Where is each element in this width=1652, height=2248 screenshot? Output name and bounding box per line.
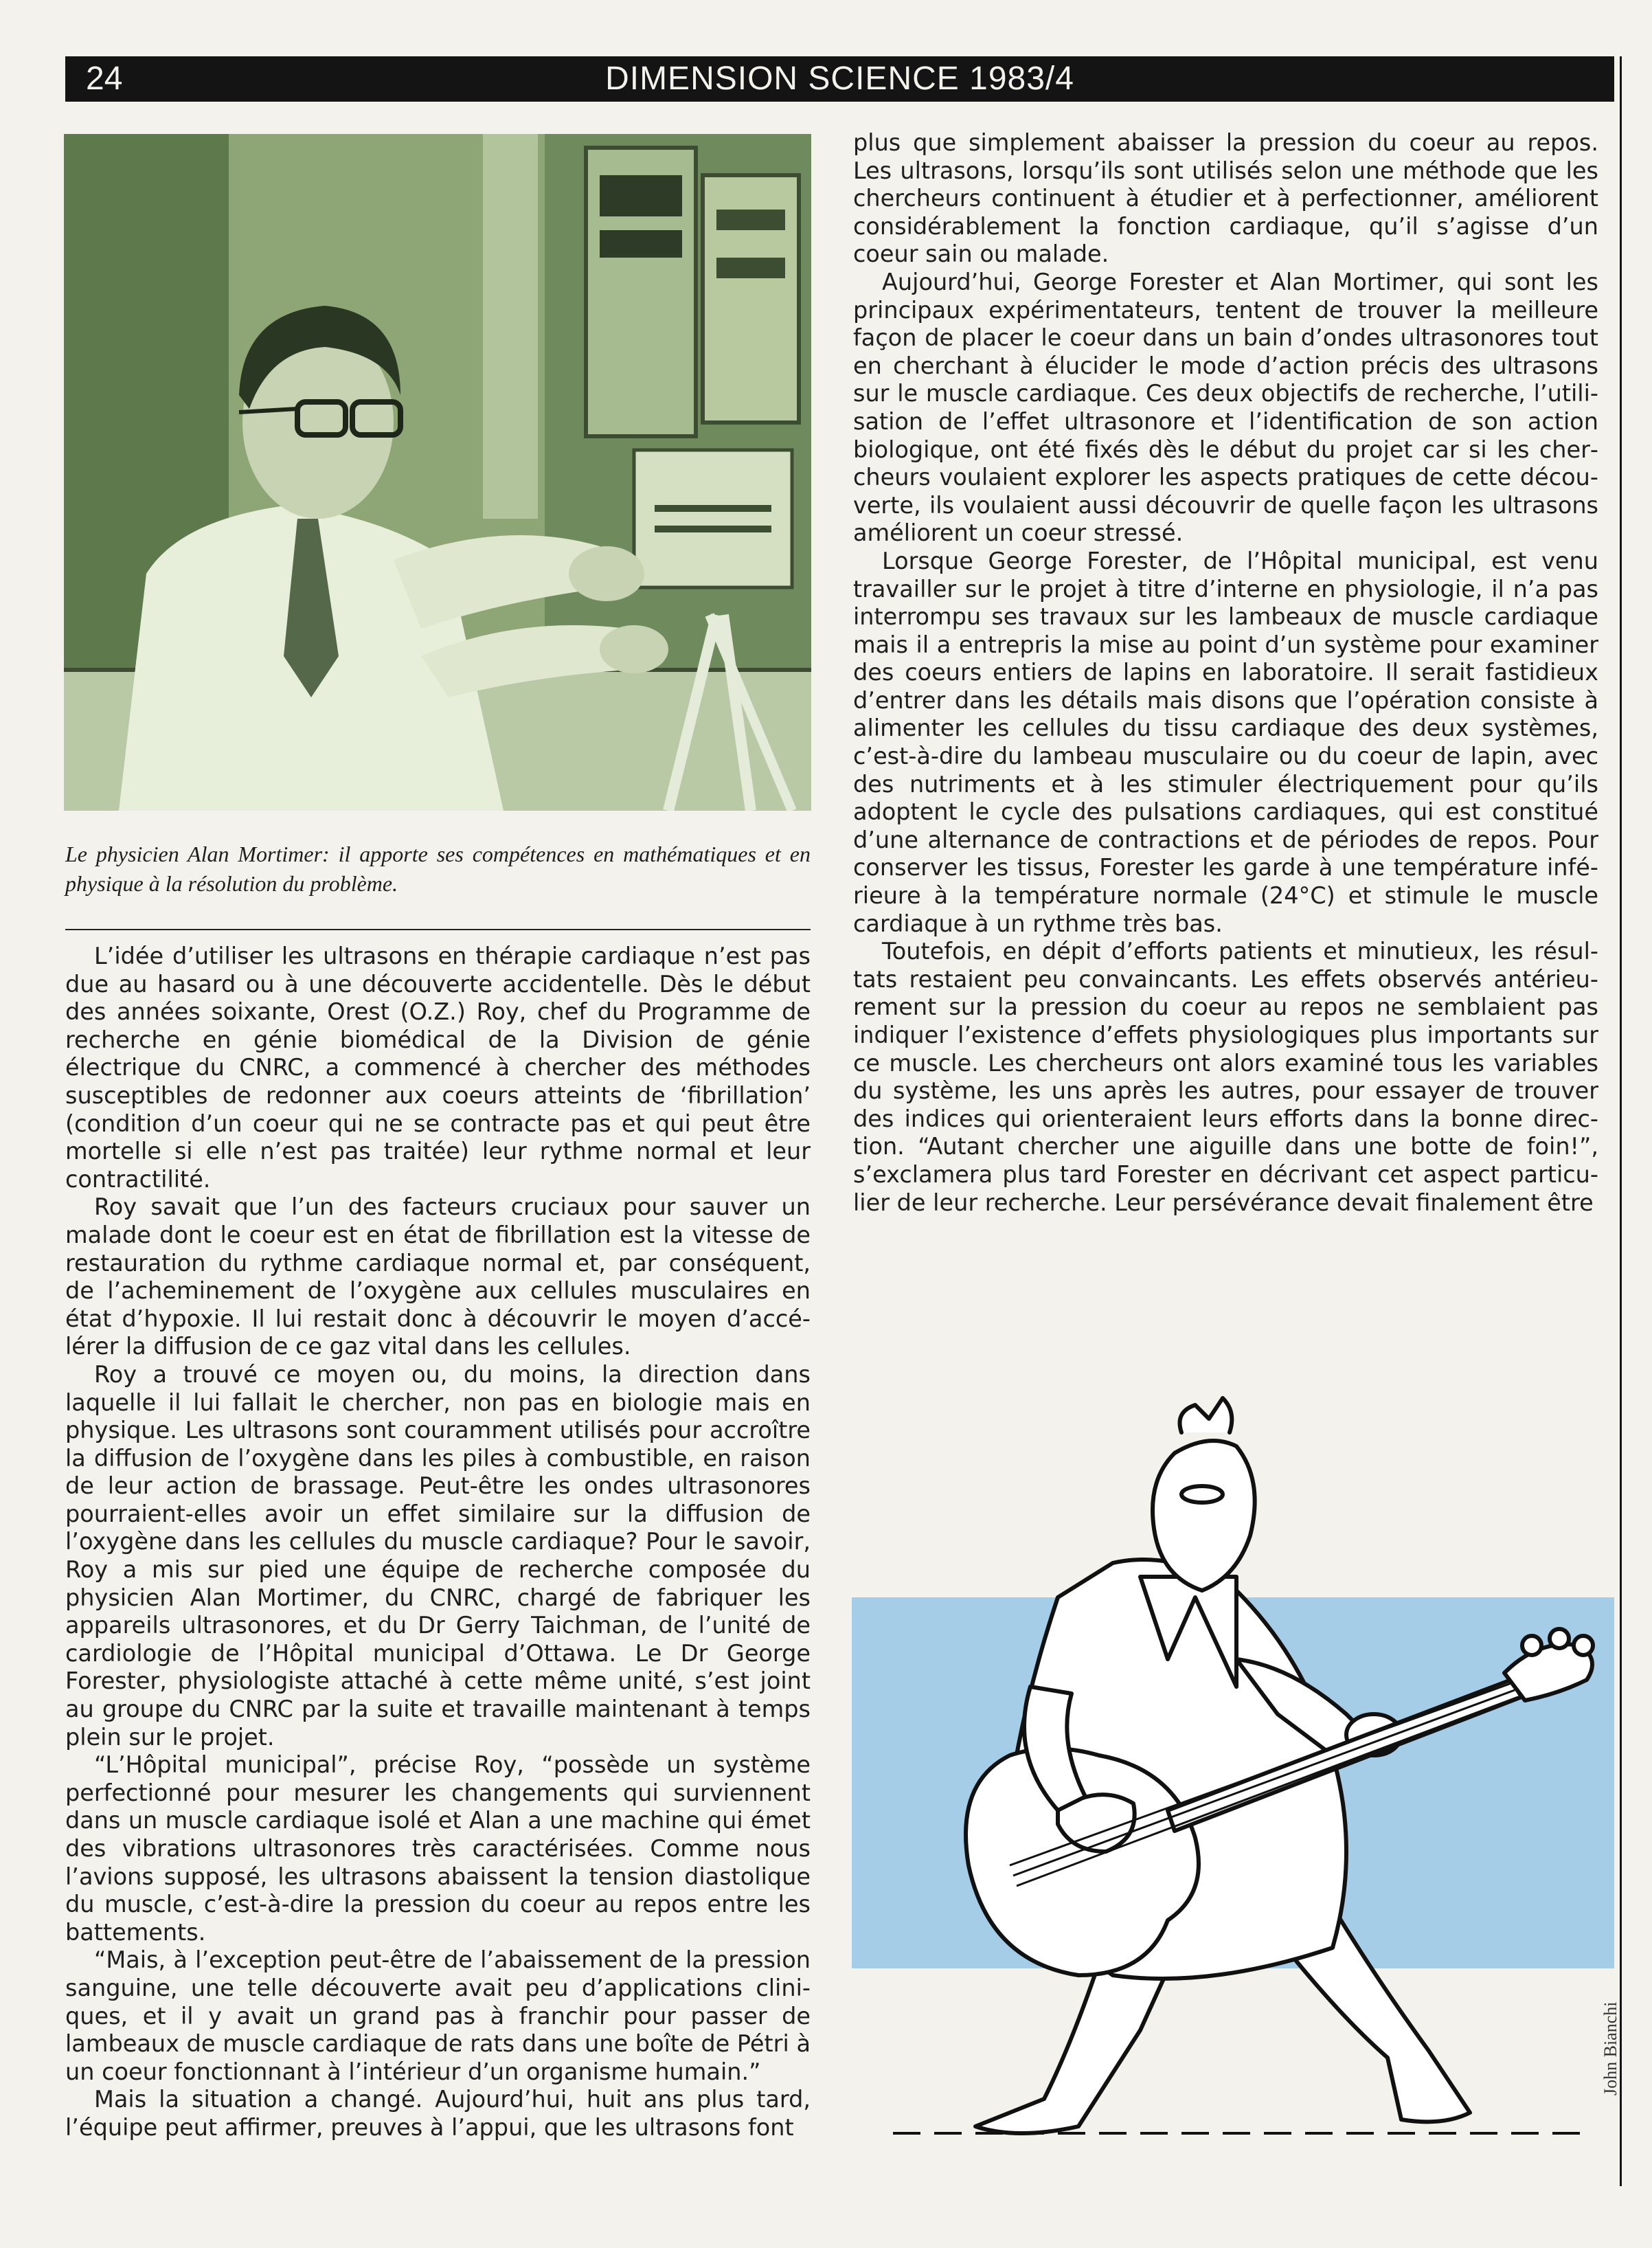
article-right-column	[853, 129, 1598, 1290]
illustration-bass-player	[852, 1371, 1614, 2161]
caption-divider	[65, 929, 811, 930]
paragraph-continued: plus que simplement abaisser la pression du coeur au repos. Les ultrasons, lorsqu’ils sont utilisés selon une méthode que les chercheurs continuent à étudier et à perfectionner, améliorent considérablement la fonction cardiaque, qu’il s’agisse d’un coeur sain ou malade.	[853, 129, 1598, 268]
paragraph: Toutefois, en dépit d’efforts patients et minutieux, les résultats restaient peu convaincants. Les effets observés antérieurement sur la pression du coeur au repos ne semblaient pas indiquer l’existence d’effets physiologiques plus importants sur ce muscle. Les chercheurs ont alors examiné tous les variables du système, les uns après les autres, pour essayer de trouver des indices qui orienteraient leurs efforts dans la bonne direction. “Autant chercher une aiguille dans une botte de foin!”, s’exclamera plus tard Forester en décrivant cet aspect particulier de leur recherche. Leur persévérance devait finalement être	[853, 938, 1598, 1216]
illustration-drawing	[852, 1371, 1614, 2161]
page-number: 24	[86, 60, 123, 97]
article-left-column	[65, 943, 811, 2214]
paragraph: Roy savait que l’un des facteurs cruciaux pour sauver un malade dont le coeur est en état de fibrillation est la vitesse de restauration du rythme cardiaque normal et, par conséquent, de l’acheminement de l’oxygène aux cellules musculaires en état d’hypoxie. Il lui restait donc à découvrir le moyen d’accélérer la diffusion de ce gaz vital dans les cellules.	[65, 1193, 811, 1360]
paragraph: “Mais, à l’exception peut-être de l’abaissement de la pression sanguine, une telle découverte avait peu d’applications cliniques, et il y avait un grand pas à franchir pour passer de lambeaux de muscle cardiaque de rats dans une boîte de Pétri à un coeur fonctionnant à l’intérieur d’un organisme humain.”	[65, 1946, 811, 2085]
paragraph: Roy a trouvé ce moyen ou, du moins, la direction dans laquelle il lui fallait le chercher, non pas en biologie mais en physique. Les ultrasons sont couramment utilisés pour accroître la diffusion de l’oxygène dans les piles à combustible, en raison de leur action de brassage. Peut-être les ondes ultrasonores pourraient-elles avoir un effet similaire sur la diffusion de l’oxygène dans les cellules du muscle cardiaque? Pour le savoir, Roy a mis sur pied une équipe de recherche composée du physicien Alan Mortimer, du CNRC, chargé de fabriquer les appareils ultrasonores, et du Dr Gerry Taichman, de l’unité de cardiologie de l’Hôpital municipal d’Ottawa. Le Dr George Forester, physiologiste attaché à cette même unité, s’est joint au groupe du CNRC par la suite et travaille maintenant à temps plein sur le projet.	[65, 1360, 811, 1751]
photo-scientist-at-lab	[64, 134, 811, 811]
paragraph: Aujourd’hui, George Forester et Alan Mortimer, qui sont les principaux expérimentateurs, tentent de trouver la meilleure façon de placer le coeur dans un bain d’ondes ultrasonores tout en cherchant à élucider le mode d’action précis des ultrasons sur le muscle cardiaque. Ces deux objectifs de recherche, l’utilisation de l’effet ultrasonore et l’identification de son action biologique, ont été fixés dès le début du projet car si les chercheurs voulaient explorer les aspects pratiques de cette découverte, ils voulaient aussi découvrir de quelle façon les ultrasons améliorent un coeur stressé.	[853, 268, 1598, 547]
header-bar	[65, 56, 1614, 102]
photo-image	[64, 134, 811, 811]
artist-credit: John Bianchi	[1600, 2001, 1620, 2095]
paragraph: L’idée d’utiliser les ultrasons en thérapie cardiaque n’est pas due au hasard ou à une découverte accidentelle. Dès le début des années soixante, Orest (O.Z.) Roy, chef du Programme de recherche en génie biomédical de la Division de génie électrique du CNRC, a commencé à chercher des méthodes susceptibles de redonner aux coeurs atteints de ‘fibrillation’ (condition d’un coeur qui ne se contracte pas et qui peut être mortelle si elle n’est pas traitée) leur rythme normal et leur contractilité.	[65, 943, 811, 1193]
paragraph: “L’Hôpital municipal”, précise Roy, “possède un système perfectionné pour mesurer les changements qui surviennent dans un muscle cardiaque isolé et Alan a une machine qui émet des vibrations ultrasonores très caractérisées. Comme nous l’avions supposé, les ultrasons abaissent la tension diastolique du muscle, c’est-à-dire la pression du coeur au repos entre les battements.	[65, 1751, 811, 1946]
right-edge-rule	[1620, 56, 1622, 2186]
magazine-title: DIMENSION SCIENCE 1983/4	[605, 60, 1074, 97]
paragraph: Mais la situation a changé. Aujourd’hui, huit ans plus tard, l’équipe peut affirmer, preuves à l’appui, que les ultrasons font	[65, 2086, 811, 2141]
paragraph: Lorsque George Forester, de l’Hôpital municipal, est venu travailler sur le projet à titre d’interne en physiologie, il n’a pas interrompu ses travaux sur les lambeaux de muscle cardiaque mais il a entrepris la mise au point d’un système pour examiner des coeurs entiers de lapins en laboratoire. Il serait fastidieux d’entrer dans les détails mais disons que l’opération consiste à alimenter les cellules du tissu cardiaque des deux systèmes, c’est-à-dire du lambeau musculaire ou du coeur de lapin, avec des nutriments et à les stimuler électriquement pour qu’ils adoptent le cycle des pulsations cardiaques, qui est constitué d’une alternance de contractions et de périodes de repos. Pour conserver les tissus, Forester les garde à une température inférieure à la température normale (24°C) et stimule le muscle cardiaque à un rythme très bas.	[853, 547, 1598, 937]
photo-caption: Le physicien Alan Mortimer: il apporte ses compétences en mathématiques et en physique à la résolution du problème.	[65, 842, 811, 896]
